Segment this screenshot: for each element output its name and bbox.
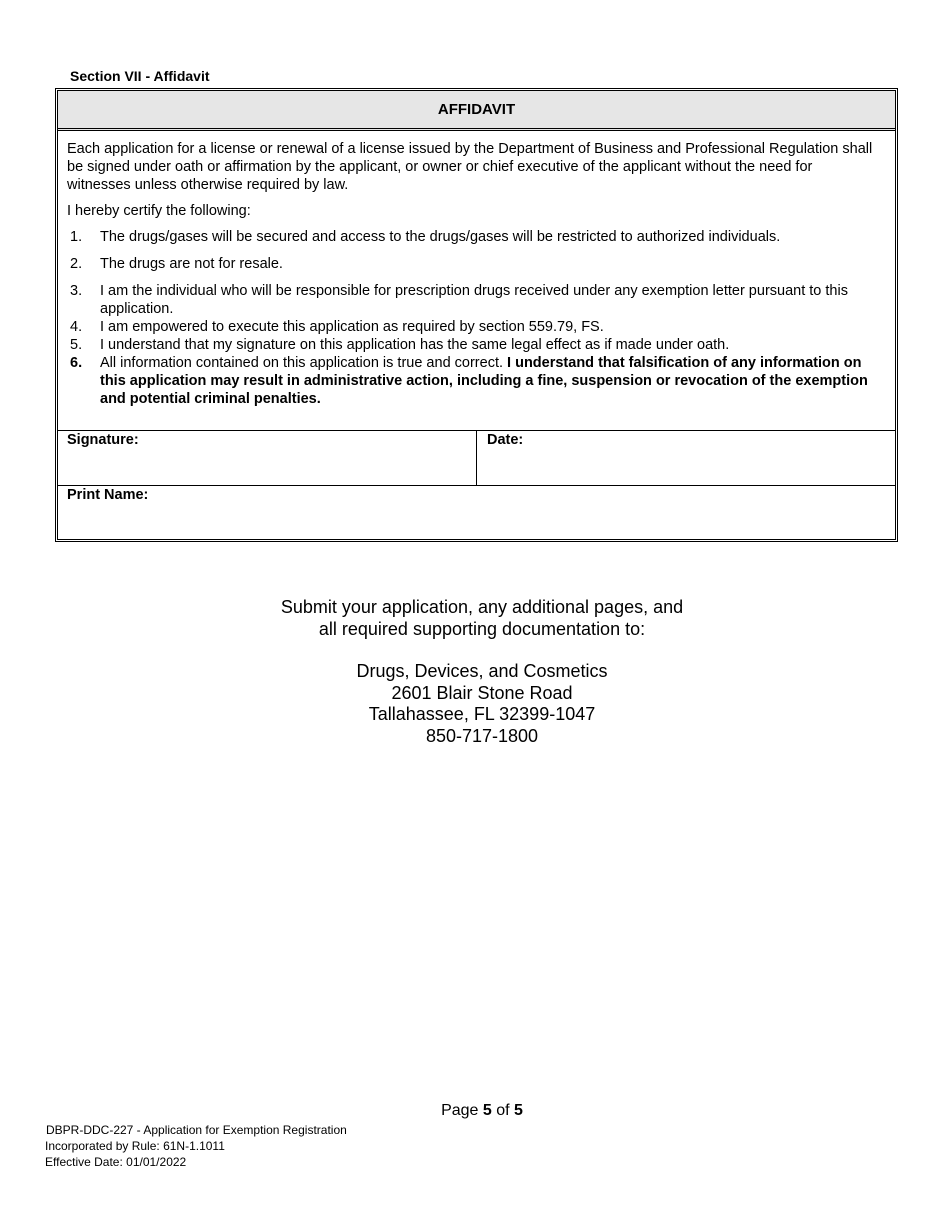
form-id: DBPR-DDC-227 - Application for Exemption Registration (46, 1123, 347, 1137)
signature-field[interactable] (58, 431, 477, 485)
effective-date: Effective Date: 01/01/2022 (45, 1155, 187, 1169)
address-city: Tallahassee, FL 32399-1047 (368, 704, 596, 724)
item-text: The drugs are not for resale. (100, 256, 283, 272)
list-item (67, 282, 873, 318)
submit-line-2: all required supporting documentation to: (318, 618, 646, 639)
section-title: Section VII - Affidavit (70, 68, 210, 84)
item-text: The drugs/gases will be secured and access to the drugs/gases will be restricted to authorized individuals. (100, 229, 781, 245)
page-of: of (491, 1102, 515, 1119)
affidavit-header: AFFIDAVIT (58, 91, 895, 131)
address-street: 2601 Blair Stone Road (391, 682, 573, 703)
list-item (67, 228, 873, 246)
list-item (67, 354, 873, 408)
affidavit-box (55, 88, 898, 542)
list-item (67, 336, 873, 354)
page-prefix: Page (441, 1102, 483, 1119)
submit-line-1: Submit your application, any additional pages, and (280, 597, 684, 617)
date-field[interactable] (477, 431, 895, 485)
item-number: 1. (70, 229, 83, 245)
date-label: Date: (487, 432, 524, 448)
item-number: 5. (70, 337, 83, 353)
item-text-plain: All information contained on this application is true and correct. (100, 355, 508, 371)
falsification-warning: I understand that falsification of any information on this application may result in administrative action, including a fine, suspension or revocation of the exemption and potential criminal penalties. (100, 355, 868, 407)
print-name-label: Print Name: (67, 487, 149, 503)
item-text (100, 354, 873, 408)
list-item (67, 255, 873, 273)
certify-statement: I hereby certify the following: (67, 203, 251, 219)
page-number (300, 1102, 664, 1120)
rule-reference: Incorporated by Rule: 61N-1.1011 (45, 1139, 225, 1153)
signature-row (58, 430, 895, 485)
affidavit-body (58, 131, 895, 408)
page-total: 5 (514, 1102, 523, 1119)
list-item (67, 318, 873, 336)
certification-list (67, 228, 873, 408)
item-text: I am empowered to execute this application as required by section 559.79, FS. (100, 319, 604, 335)
form-footer (45, 1122, 347, 1170)
print-name-field[interactable] (58, 485, 895, 539)
item-number: 4. (70, 319, 83, 335)
signature-label: Signature: (67, 432, 139, 448)
address-phone: 850-717-1800 (425, 725, 539, 746)
address-org: Drugs, Devices, and Cosmetics (356, 661, 608, 681)
affidavit-intro: Each application for a license or renewal of a license issued by the Department of Business and Professional Regulation shall be signed under oath or affirmation by the applicant, or owner or chief executive of the applicant without the need for witnesses unless otherwise required by law. (67, 141, 873, 193)
item-number: 3. (70, 283, 83, 299)
page-current: 5 (482, 1102, 492, 1119)
item-text: I am the individual who will be responsible for prescription drugs received under any exemption letter pursuant to this application. (100, 283, 848, 317)
item-number: 2. (70, 256, 83, 272)
submit-instructions (200, 597, 764, 747)
item-number: 6. (70, 355, 83, 371)
item-text: I understand that my signature on this application has the same legal effect as if made under oath. (100, 337, 730, 353)
mailing-address (200, 661, 764, 747)
